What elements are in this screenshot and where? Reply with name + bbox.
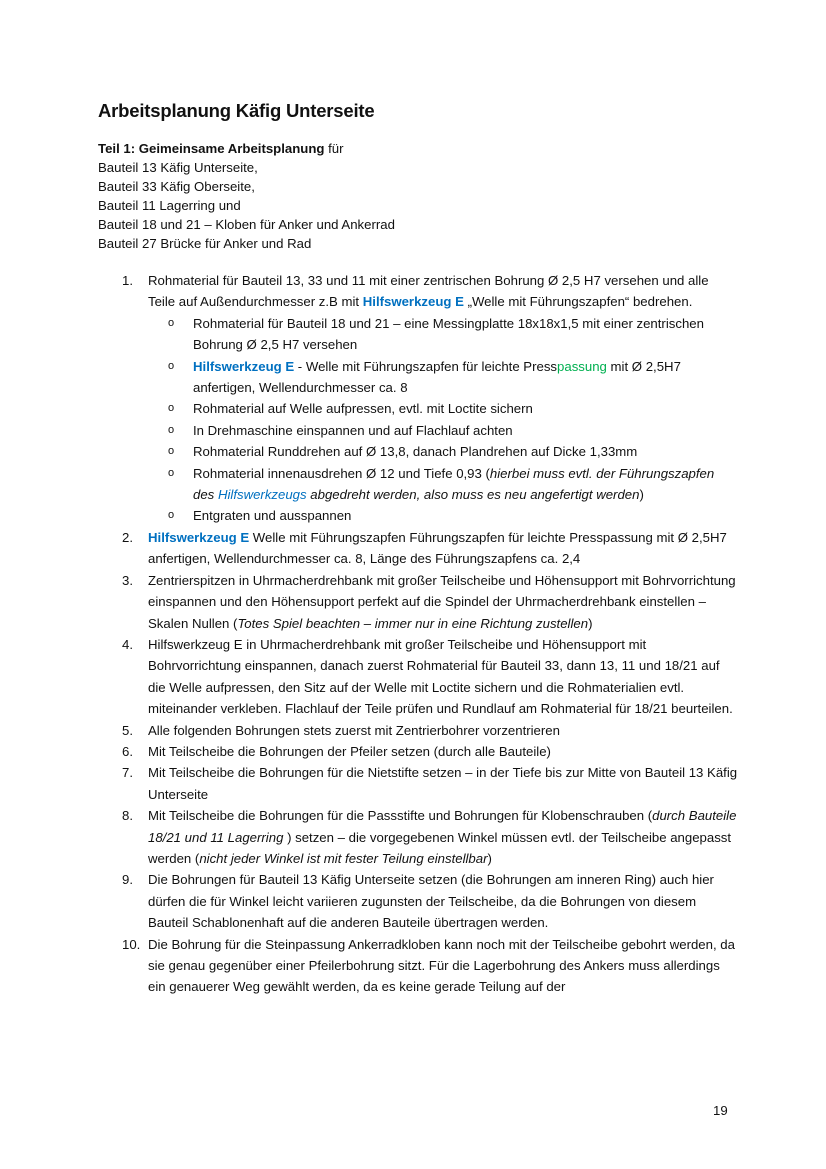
green-highlight: passung bbox=[557, 358, 607, 374]
intro-heading-rest: für bbox=[324, 141, 344, 156]
intro-line: Bauteil 33 Käfig Oberseite, bbox=[98, 178, 255, 194]
bullet-circle-icon: o bbox=[168, 359, 175, 372]
sub-item bbox=[98, 463, 738, 506]
bullet-circle-icon: o bbox=[168, 466, 175, 479]
step-text: Mit Teilscheibe die Bohrungen für die Nietstifte setzen – in der Tiefe bis zur Mitte von Bauteil 13 Käfig Unterseite bbox=[148, 765, 738, 802]
list-item-step-3 bbox=[98, 570, 738, 634]
sub-item-text: Rohmaterial für Bauteil 18 und 21 – eine Messingplatte 18x18x1,5 mit einer zentrischen Bohrung Ø 2,5 H7 versehen bbox=[193, 315, 704, 353]
sub-item-text: - Welle mit Führungszapfen für leichte Press bbox=[294, 358, 558, 374]
list-item-step-2 bbox=[98, 527, 738, 570]
list-item-step-8 bbox=[98, 805, 738, 869]
page-title: Arbeitsplanung Käfig Unterseite bbox=[98, 100, 375, 121]
step-number: 2. bbox=[122, 529, 133, 545]
step-number: 6. bbox=[122, 743, 133, 759]
sub-item-text: Rohmaterial auf Welle aufpressen, evtl. mit Loctite sichern bbox=[193, 401, 533, 417]
step-number: 10. bbox=[122, 936, 141, 952]
step-number: 7. bbox=[122, 765, 133, 781]
blue-highlight: Hilfswerkzeugs bbox=[217, 487, 307, 503]
sub-item bbox=[98, 420, 738, 441]
bullet-circle-icon: o bbox=[168, 316, 175, 329]
list-item-step-9 bbox=[98, 869, 738, 933]
sub-item-text: In Drehmaschine einspannen und auf Flachlauf achten bbox=[193, 422, 513, 438]
step-text: Zentrierspitzen in Uhrmacherdrehbank mit großer Teilscheibe und Höhensupport mit Bohrvorrichtung einspannen und den Höhensupport perfekt auf die Spindel der Uhrmacherdrehbank einstellen – Skalen Nullen ( bbox=[148, 572, 736, 631]
step-text: Hilfswerkzeug E in Uhrmacherdrehbank mit großer Teilscheibe und Höhensupport mit Bohrvorrichtung einspannen, danach zuerst Rohmaterial für Bauteil 33, dann 13, 11 und 18/21 auf die Welle aufpressen, den Sitz auf der Welle mit Loctite sichern und die Rohmaterialien evtl. miteinander verkleben. Flachlauf der Teile prüfen und Rundlauf am Rohmaterial für 18/21 beurteilen. bbox=[148, 636, 733, 717]
italic-note: abgedreht werden, also muss es neu angefertigt werden bbox=[306, 487, 640, 503]
list-item-step-1 bbox=[98, 270, 738, 313]
intro-line: Bauteil 13 Käfig Unterseite, bbox=[98, 159, 258, 175]
list-item-step-7 bbox=[98, 762, 738, 805]
step-number: 3. bbox=[122, 572, 133, 588]
step-number: 4. bbox=[122, 636, 133, 652]
step-text: Alle folgenden Bohrungen stets zuerst mit Zentrierbohrer vorzentrieren bbox=[148, 722, 560, 738]
bullet-circle-icon: o bbox=[168, 402, 175, 415]
step-number: 8. bbox=[122, 808, 133, 824]
step-text: Mit Teilscheibe die Bohrungen für die Passstifte und Bohrungen für Klobenschrauben ( bbox=[148, 808, 653, 824]
tool-highlight: Hilfswerkzeug E bbox=[148, 529, 250, 545]
sub-item bbox=[98, 356, 738, 399]
step-text: ) bbox=[588, 615, 593, 631]
step-text: ) bbox=[487, 850, 492, 866]
italic-note: Totes Spiel beachten – immer nur in eine Richtung zustellen bbox=[237, 615, 589, 631]
step-number: 9. bbox=[122, 872, 133, 888]
intro-heading bbox=[98, 140, 395, 159]
step-number: 5. bbox=[122, 722, 133, 738]
step-text: ) setzen – die vorgegebenen Winkel müssen evtl. der Teilscheibe angepasst werden ( bbox=[148, 829, 732, 866]
sub-item-text: mit Ø 2,5H7 anfertigen, Wellendurchmesser ca. 8 bbox=[193, 358, 681, 396]
step-text: Welle mit Führungszapfen Führungszapfen für leichte Presspassung mit Ø 2,5H7 anfertigen, Wellendurchmesser ca. 8, Länge des Führungszapfens ca. 2,4 bbox=[148, 529, 727, 567]
sub-item bbox=[98, 313, 738, 356]
bullet-circle-icon: o bbox=[168, 445, 175, 458]
step-list bbox=[98, 270, 738, 998]
bullet-circle-icon: o bbox=[168, 509, 175, 522]
italic-note: hierbei muss evtl. der Führungszapfen des bbox=[193, 465, 715, 503]
intro-line: Bauteil 27 Brücke für Anker und Rad bbox=[98, 235, 312, 251]
list-item-step-6 bbox=[98, 741, 738, 762]
list-item-step-10 bbox=[98, 934, 738, 998]
step-number: 1. bbox=[122, 273, 133, 288]
sub-item-text: ) bbox=[639, 487, 644, 503]
step-text: Rohmaterial für Bauteil 13, 33 und 11 mit einer zentrischen Bohrung Ø 2,5 H7 versehen und alle Teile auf Außendurchmesser z.B mit bbox=[148, 273, 709, 310]
step-text: Mit Teilscheibe die Bohrungen der Pfeiler setzen (durch alle Bauteile) bbox=[148, 743, 551, 759]
step-text: Die Bohrungen für Bauteil 13 Käfig Unterseite setzen (die Bohrungen am inneren Ring) auch hier dürfen die für Winkel leicht variieren zugunsten der Teilscheibe, da die Bohrungen von diesem Bauteil Schablonenhaft auf die anderen Bauteile übertragen werden. bbox=[148, 872, 714, 931]
sub-item-text: Entgraten und ausspannen bbox=[193, 508, 352, 524]
tool-highlight: Hilfswerkzeug E bbox=[193, 358, 295, 374]
sub-item bbox=[98, 441, 738, 462]
page-number: 19 bbox=[713, 1103, 728, 1118]
sub-item bbox=[98, 505, 738, 526]
sub-item-text: Rohmaterial innenausdrehen Ø 12 und Tiefe 0,93 ( bbox=[193, 465, 490, 481]
list-item-step-4 bbox=[98, 634, 738, 720]
list-item-step-5 bbox=[98, 720, 738, 741]
step-text: Die Bohrung für die Steinpassung Ankerradkloben kann noch mit der Teilscheibe gebohrt werden, da sie genau gegenüber einer Pfeilerbohrung sitzt. Für die Lagerbohrung des Ankers muss allerdings ein genauerer Weg gewählt werden, da es keine gerade Teilung auf der bbox=[148, 936, 735, 995]
intro-heading-bold: Teil 1: Geimeinsame Arbeitsplanung bbox=[98, 141, 325, 156]
intro-block bbox=[98, 140, 395, 253]
tool-highlight: Hilfswerkzeug E bbox=[362, 294, 464, 310]
sub-item-text: Rohmaterial Runddrehen auf Ø 13,8, danach Plandrehen auf Dicke 1,33mm bbox=[193, 444, 638, 460]
italic-note: durch Bauteile 18/21 und 11 Lagerring bbox=[148, 808, 737, 845]
sub-item bbox=[98, 398, 738, 419]
intro-line: Bauteil 11 Lagerring und bbox=[98, 197, 241, 213]
bullet-circle-icon: o bbox=[168, 423, 175, 436]
step-text: „Welle mit Führungszapfen“ bedrehen. bbox=[463, 294, 693, 310]
intro-line: Bauteil 18 und 21 – Kloben für Anker und Ankerrad bbox=[98, 216, 395, 232]
italic-note: nicht jeder Winkel ist mit fester Teilung einstellbar bbox=[199, 850, 488, 866]
